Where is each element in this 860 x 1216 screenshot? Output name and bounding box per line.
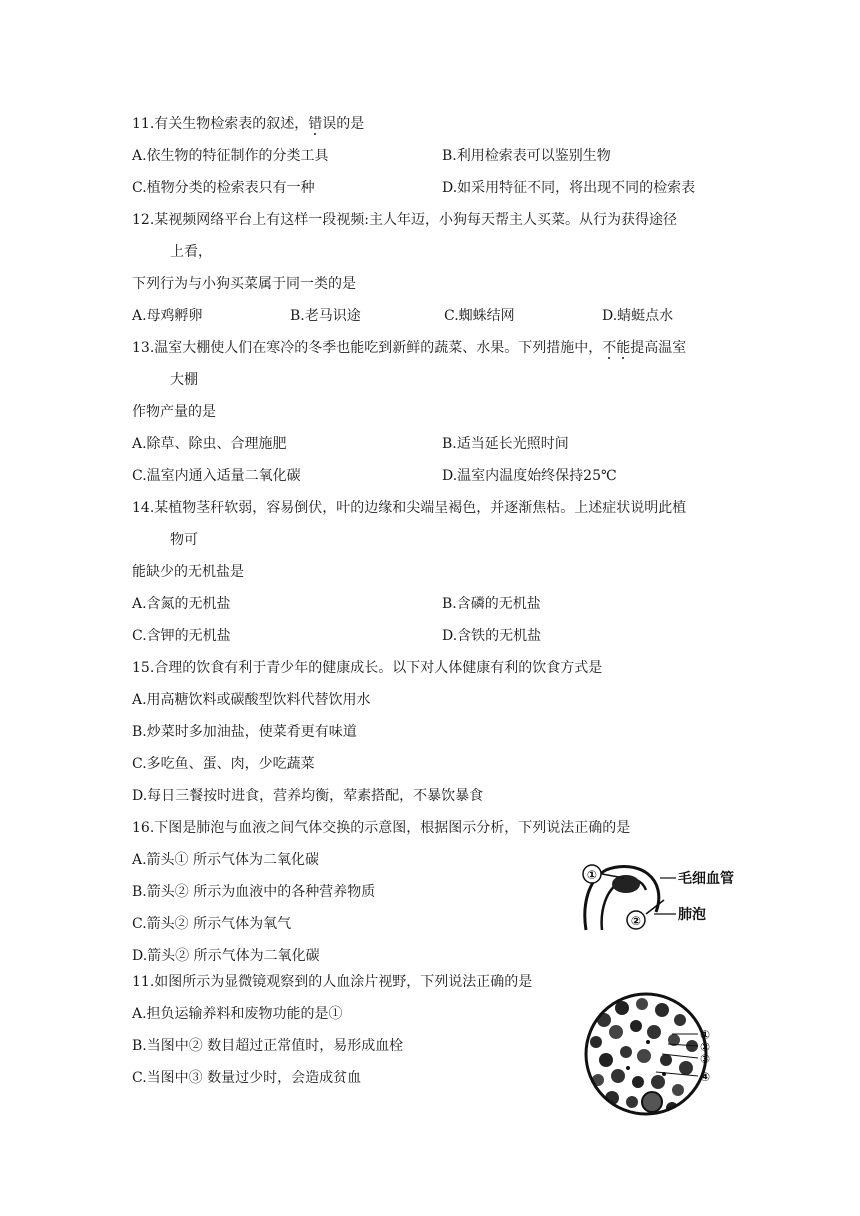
q14-option-d: D.含铁的无机盐 (442, 628, 542, 644)
q12-option-c: C.蜘蛛结网 (444, 308, 515, 324)
alveolus-label: 肺泡 (678, 907, 706, 923)
marker-2-label: ② (630, 914, 642, 928)
blood-smear-figure (582, 990, 722, 1120)
q16-stem: 16.下图是肺泡与血液之间气体交换的示意图，根据图示分析，下列说法正确的是 (132, 820, 631, 836)
marker-4-label: ④ (700, 1070, 711, 1084)
q14-stem-line1: 14.某植物茎秆软弱，容易倒伏，叶的边缘和尖端呈褐色，并逐渐焦枯。上述症状说明此植 (132, 500, 687, 516)
q11a-option-a: A.依生物的特征制作的分类工具 (132, 148, 329, 164)
q14-option-a: A.含氮的无机盐 (132, 596, 231, 612)
q14-option-b: B.含磷的无机盐 (442, 596, 541, 612)
q15-stem: 15.合理的饮食有利于青少年的健康成长。以下对人体健康有利的饮食方式是 (132, 660, 603, 676)
alveolus-gas-exchange-figure (576, 860, 776, 932)
q13-option-b: B.适当延长光照时间 (442, 436, 569, 452)
q12-stem-line2: 上看， (170, 244, 212, 260)
q16-option-b: B.箭头② 所示为血液中的各种营养物质 (132, 884, 376, 900)
q16-option-d: D.箭头② 所示气体为二氧化碳 (132, 948, 320, 964)
q12-option-d: D.蜻蜓点水 (602, 308, 674, 324)
q11b-option-a: A.担负运输养料和废物功能的是① (132, 1006, 343, 1022)
q13-option-c: C.温室内通入适量二氧化碳 (132, 468, 301, 484)
arrow-2 (646, 900, 664, 914)
q15-option-b: B.炒菜时多加油盐，使菜肴更有味道 (132, 724, 357, 740)
q14-option-c: C.含钾的无机盐 (132, 628, 231, 644)
red-blood-cell (612, 875, 640, 893)
q11b-stem: 11.如图所示为显微镜观察到的人血涂片视野，下列说法正确的是 (132, 974, 533, 990)
q11a-stem: 11.有关生物检索表的叙述，错误的是 (132, 116, 365, 132)
q11a-option-c: C.植物分类的检索表只有一种 (132, 180, 315, 196)
capillary-label: 毛细血管 (678, 871, 734, 887)
q14-stem-line3: 能缺少的无机盐是 (132, 564, 244, 580)
q15-option-c: C.多吃鱼、蛋、肉，少吃蔬菜 (132, 756, 315, 772)
marker-3-label: ③ (700, 1052, 711, 1066)
q11a-option-d: D.如采用特征不同，将出现不同的检索表 (442, 180, 696, 196)
q12-option-a: A.母鸡孵卵 (132, 308, 203, 324)
marker-1-label: ① (586, 868, 598, 882)
marker-2-label: ② (700, 1040, 711, 1054)
q16-option-a: A.箭头① 所示气体为二氧化碳 (132, 852, 320, 868)
q16-option-c: C.箭头② 所示气体为氧气 (132, 916, 292, 932)
q14-stem-line2: 物可 (170, 532, 198, 548)
q11b-option-b: B.当图中② 数目超过正常值时，易形成血栓 (132, 1038, 404, 1054)
q13-stem-line3: 作物产量的是 (132, 404, 216, 420)
q13-stem-line1: 13.温室大棚使人们在寒冷的冬季也能吃到新鲜的蔬菜、水果。下列措施中，不能提高温室 (132, 340, 687, 356)
marker-1-label: ① (700, 1028, 711, 1042)
q13-option-d: D.温室内温度始终保持25℃ (442, 468, 617, 484)
q11a-option-b: B.利用检索表可以鉴别生物 (442, 148, 611, 164)
q12-option-b: B.老马识途 (290, 308, 361, 324)
q12-stem-line1: 12.某视频网络平台上有这样一段视频:主人年迈，小狗每天帮主人买菜。从行为获得途径 (132, 212, 677, 228)
q13-stem-line2: 大棚 (170, 372, 198, 388)
q15-option-d: D.每日三餐按时进食，营养均衡，荤素搭配，不暴饮暴食 (132, 788, 484, 804)
q12-stem-line3: 下列行为与小狗买菜属于同一类的是 (132, 276, 356, 292)
q11b-option-c: C.当图中③ 数量过少时，会造成贫血 (132, 1070, 362, 1086)
q15-option-a: A.用高糖饮料或碳酸型饮料代替饮用水 (132, 692, 371, 708)
q13-option-a: A.除草、除虫、合理施肥 (132, 436, 287, 452)
